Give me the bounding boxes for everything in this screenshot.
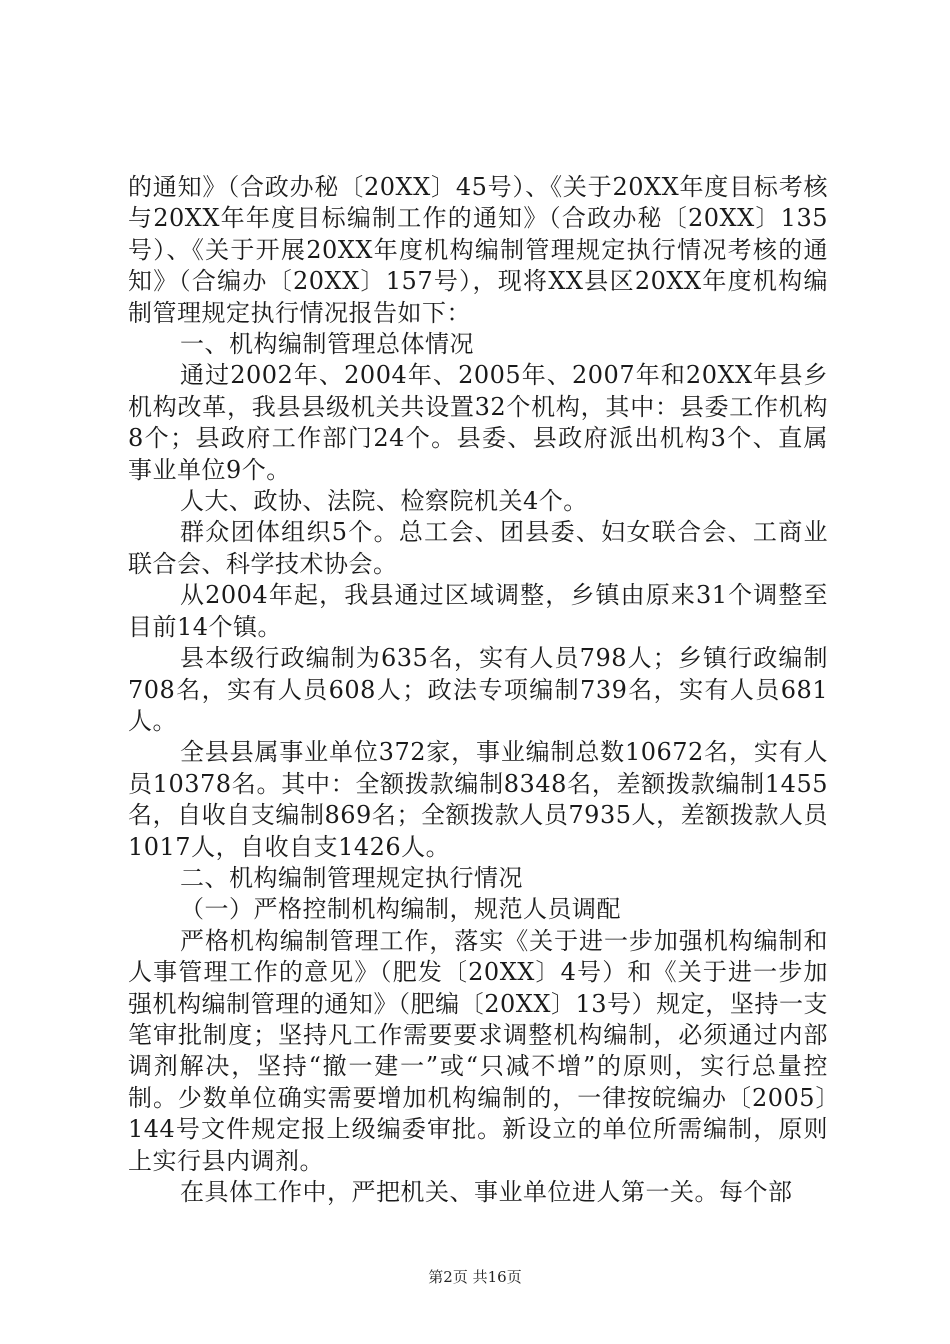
page-footer: 第2页 共16页: [428, 1268, 522, 1286]
paragraph-control: 严格机构编制管理工作，落实《关于进一步加强机构编制和人事管理工作的意见》（肥发〔20XX〕4号）和《关于进一步加强机构编制管理的通知》（肥编〔20XX〕13号）规定，坚持一支笔审批制度；坚持凡工作需要要求调整机构编制，必须通过内部调剂解决，坚持“撤一建一”或“只减不增”的原则，实行总量控制。少数单位确实需要增加机构编制的，一律按皖编办〔2005〕144号文件规定报上级编委审批。新设立的单位所需编制，原则上实行县内调剂。: [128, 926, 828, 1175]
paragraph-towns: 从2004年起，我县通过区域调整，乡镇由原来31个调整至目前14个镇。: [128, 581, 828, 641]
paragraph-continuation: 的通知》（合政办秘〔20XX〕45号）、《关于20XX年度目标考核与20XX年年度目标编制工作的通知》（合政办秘〔20XX〕135号）、《关于开展20XX年度机构编制管理规定执行情况考核的通知》（合编办〔20XX〕157号），现将XX县区20XX年度机构编制管理规定执行情况报告如下：: [128, 173, 828, 327]
subsection-heading-1: （一）严格控制机构编制，规范人员调配: [180, 895, 621, 924]
paragraph-reform: 通过2002年、2004年、2005年、2007年和20XX年县乡机构改革，我县县级机关共设置32个机构，其中：县委工作机构8个；县政府工作部门24个。县委、县政府派出机构3个、直属事业单位9个。: [128, 361, 828, 484]
document-body: [128, 172, 828, 1208]
paragraph-institutions: 全县县属事业单位372家，事业编制总数10672名，实有人员10378名。其中：全额拨款编制8348名，差额拨款编制1455名，自收自支编制869名；全额拨款人员7935人，差额拨款人员1017人，自收自支1426人。: [128, 738, 828, 861]
paragraph-organs: 人大、政协、法院、检察院机关4个。: [180, 487, 588, 516]
section-heading-1: 一、机构编制管理总体情况: [180, 330, 474, 359]
section-heading-2: 二、机构编制管理规定执行情况: [180, 863, 523, 892]
paragraph-practice: 在具体工作中，严把机关、事业单位进人第一关。每个部: [180, 1178, 793, 1206]
paragraph-admin-staff: 县本级行政编制为635名，实有人员798人；乡镇行政编制708名，实有人员608人；政法专项编制739名，实有人员681人。: [128, 644, 828, 735]
paragraph-groups: 群众团体组织5个。总工会、团县委、妇女联合会、工商业联合会、科学技术协会。: [128, 518, 828, 578]
